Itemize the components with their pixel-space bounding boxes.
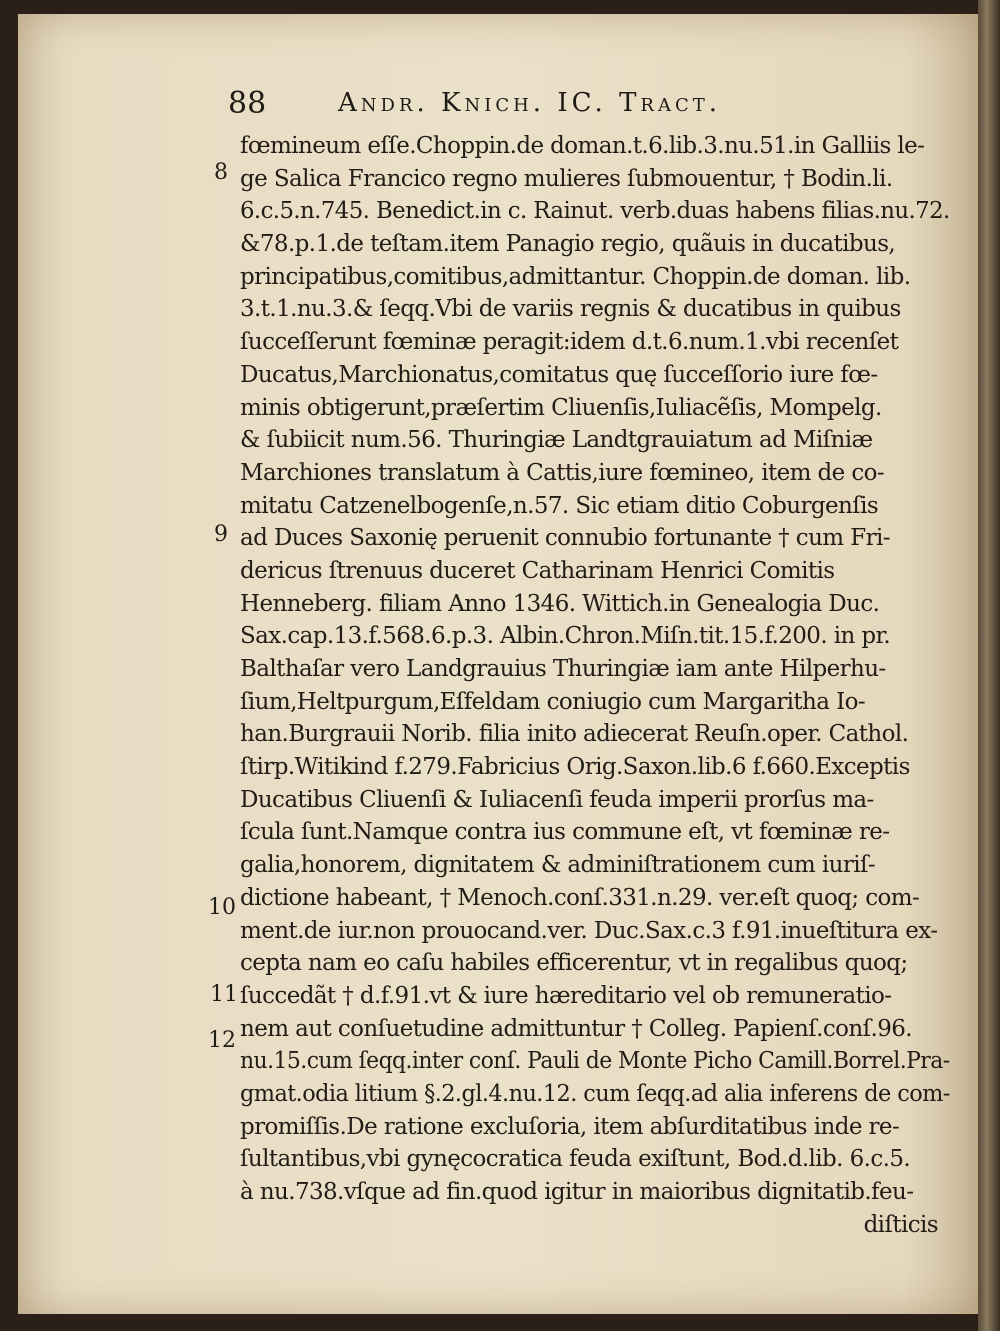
margin-number: 9 [214,522,228,547]
text-line: 3.t.1.nu.3.& ſeqq.Vbi de variis regnis & ducatibus in quibus [240,296,901,323]
text-line: Ducatibus Cliuenſi & Iuliacenſi feuda imperii prorſus ma- [240,786,874,813]
text-line: cepta nam eo caſu habiles efficerentur, vt in regalibus quoq; [240,950,908,977]
text-line: ad Duces Saxonię peruenit connubio fortunante † cum Fri- [240,525,890,552]
text-line: Marchiones translatum à Cattis,iure fœmineo, item de co- [240,459,885,486]
text-line: nu.15.cum ſeqq.inter conſ. Pauli de Monte Picho Camill.Borrel.Pra- [240,1048,950,1075]
text-line: dictione habeant, † Menoch.conſ.331.n.29. ver.eſt quoq; com- [240,884,920,911]
book-edge [978,0,1000,1331]
text-line: ſtirp.Witikind f.279.Fabricius Orig.Saxon.lib.6 f.660.Exceptis [240,754,910,781]
text-line: han.Burgrauii Norib. filia inito adiecerat Reuſn.oper. Cathol. [240,721,909,748]
text-line: ment.de iur.non prouocand.ver. Duc.Sax.c.3 f.91.inueſtitura ex- [240,917,938,944]
text-line: dericus ſtrenuus duceret Catharinam Henrici Comitis [240,557,835,584]
page-header [228,86,848,126]
margin-number: 8 [214,160,228,185]
text-line: principatibus,comitibus,admittantur. Choppin.de doman. lib. [240,263,911,290]
text-line: nem aut conſuetudine admittuntur † Colleg. Papienſ.conſ.96. [240,1015,912,1042]
text-line: mitatu Catzenelbogenſe,n.57. Sic etiam ditio Coburgenſis [240,492,879,519]
text-line: Ducatus,Marchionatus,comitatus quę ſucceſſorio iure fœ- [240,361,878,388]
text-line: 6.c.5.n.745. Benedict.in c. Rainut. verb.duas habens filias.nu.72. [240,198,950,225]
text-line: ge Salica Francico regno mulieres ſubmouentur, † Bodin.li. [240,165,893,192]
text-line: fœmineum eſſe.Choppin.de doman.t.6.lib.3.nu.51.in Galliis le- [240,133,925,159]
text-line: &78.p.1.de teſtam.item Panagio regio, quãuis in ducatibus, [240,231,896,258]
text-line: ſucceſſerunt fœminæ peragit:idem d.t.6.num.1.vbi recenſet [240,329,899,356]
text-line: ſultantibus,vbi gynęcocratica feuda exiſtunt, Bod.d.lib. 6.c.5. [240,1146,911,1173]
margin-number: 11 [210,982,238,1007]
text-line: à nu.738.vſque ad fin.quod igitur in maioribus dignitatib.feu- [240,1179,914,1205]
catchword: diſticis [863,1211,938,1238]
text-line: ſuccedãt † d.f.91.vt & iure hæreditario vel ob remuneratio- [240,982,892,1009]
text-line: & ſubiicit num.56. Thuringiæ Landtgrauiatum ad Miſniæ [240,427,873,454]
text-line: ſcula ſunt.Namque contra ius commune eſt, vt fœminæ re- [240,819,890,846]
text-line: promiſſis.De ratione excluſoria, item abſurditatibus inde re- [240,1113,900,1140]
text-line: galia,honorem, dignitatem & adminiſtrationem cum iuriſ- [240,852,876,879]
text-line: gmat.odia litium §.2.gl.4.nu.12. cum ſeqq.ad alia inferens de com- [240,1080,950,1107]
margin-number: 10 [208,895,236,920]
margin-number: 12 [208,1028,236,1053]
text-line: Henneberg. filiam Anno 1346. Wittich.in Genealogia Duc. [240,590,880,617]
text-line: minis obtigerunt,præſertim Cliuenſis,Iuliacẽſis, Mompelg. [240,394,882,421]
running-head: Andr. Knich. IC. Tract. [338,88,722,118]
body-text [240,130,950,1241]
text-line: ſium,Heltpurgum,Eſfeldam coniugio cum Margaritha Io- [240,688,865,715]
text-line: Sax.cap.13.f.568.6.p.3. Albin.Chron.Miſn.tit.15.f.200. in pr. [240,623,891,650]
text-line: Balthaſar vero Landgrauius Thuringiæ iam ante Hilperhu- [240,656,886,682]
page-number: 88 [228,86,267,121]
